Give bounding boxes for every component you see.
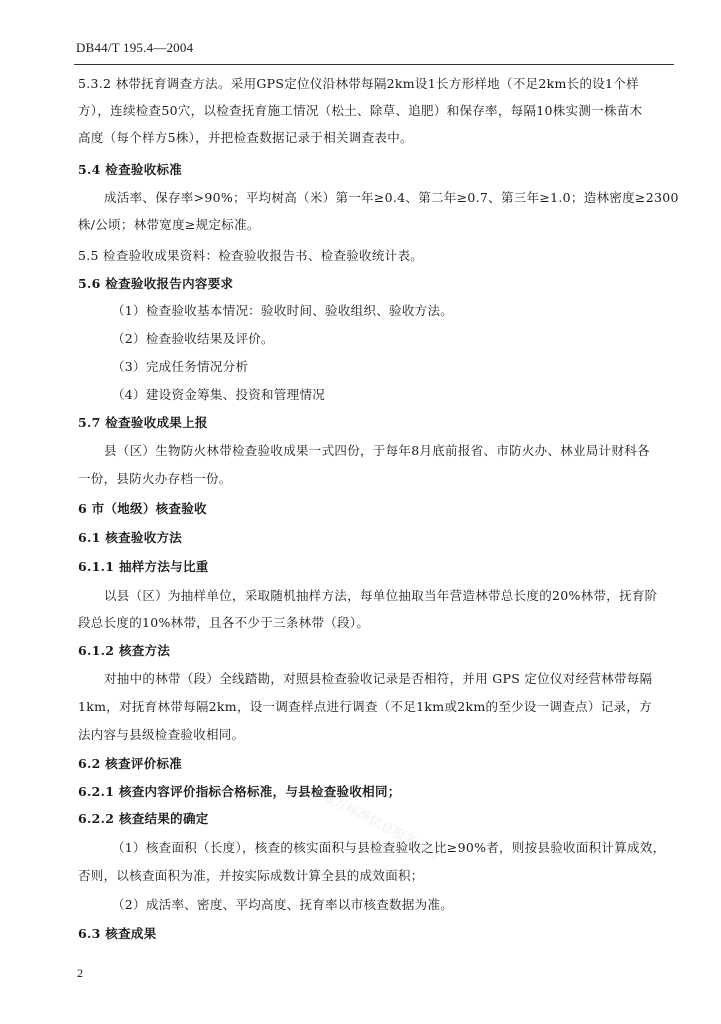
section-6-3-heading: 6.3 核查成果 [78,926,157,941]
section-6-2-2-line-3: （2）成活率、密度、平均高度、抚育率以市核查数据为准。 [112,897,454,912]
section-6-2-2-line-2: 否则，以核查面积为准，并按实际成数计算全县的成效面积； [78,868,424,883]
list-item-4: （4）建设资金筹集、投资和管理情况 [112,387,326,402]
list-item-1: （1）检查验收基本情况：验收时间、验收组织、验收方法。 [112,303,454,318]
section-6-1-1-line-1: 以县（区）为抽样单位，采取随机抽样方法，每单位抽取当年营造林带总长度的20%林带，抚育阶 [104,588,658,603]
list-item-3: （3）完成任务情况分析 [112,359,249,374]
clause-5-3-2-line-2: 方），连续检查50穴，以检查抚育施工情况（松土、除草、追肥）和保存率，每隔10株实测一株苗木 [78,103,643,118]
section-5-6-heading: 5.6 检查验收报告内容要求 [78,276,234,291]
section-6-1-2-line-1: 对抽中的林带（段）全线踏勘，对照县检查验收记录是否相符，并用 GPS 定位仪对经营林带每隔 [104,671,653,686]
section-5-5-line: 5.5 检查验收成果资料：检查验收报告书、检查验收统计表。 [78,248,424,263]
section-6-heading: 6 市（地级）核查验收 [78,501,207,516]
section-5-7-line-2: 一份，县防火办存档一份。 [78,471,232,486]
section-6-2-2-line-1: （1）核查面积（长度），核查的核实面积与县检查验收之比≥90%者，则按县验收面积计算成效， [112,840,666,855]
section-6-1-2-line-3: 法内容与县级检查验收相同。 [78,727,245,742]
section-6-1-2-line-2: 1km，对抚育林带每隔2km，设一调查样点进行调查（不足1km或2km的至少设一调查点）记录，方 [78,699,652,714]
section-5-7-heading: 5.7 检查验收成果上报 [78,415,208,430]
section-6-1-1-line-2: 段总长度的10%林带，且各不少于三条林带（段）。 [78,615,370,630]
section-6-2-1-line: 6.2.1 核查内容评价指标合格标准，与县检查验收相同； [78,784,401,799]
section-5-4-line-2: 株/公顷；林带宽度≥规定标准。 [78,217,260,232]
clause-5-3-2-line-3: 高度（每个样方5株），并把检查数据记录于相关调查表中。 [78,130,413,145]
section-6-1-heading: 6.1 核查验收方法 [78,530,183,545]
standard-code: DB44/T 195.4—2004 [76,40,194,55]
section-6-2-heading: 6.2 核查评价标准 [78,756,183,771]
page-number: 2 [77,966,83,980]
section-6-1-2-heading: 6.1.2 核查方法 [78,643,171,658]
section-5-4-line-1: 成活率、保存率>90%；平均树高（米）第一年≥0.4、第二年≥0.7、第三年≥1.0；造林密度≥2300 [104,190,679,205]
list-item-2: （2）检查验收结果及评价。 [112,331,274,346]
section-6-1-1-heading: 6.1.1 抽样方法与比重 [78,559,209,574]
clause-5-3-2-line-1: 5.3.2 林带抚育调查方法。采用GPS定位仪沿林带每隔2km设1长方形样地（不足2km长的设1个样 [78,76,639,91]
section-5-7-line-1: 县（区）生物防火林带检查验收成果一式四份，于每年8月底前报省、市防火办、林业局计财科各 [104,443,650,458]
section-5-4-heading: 5.4 检查验收标准 [78,162,183,177]
watermark: 地方标准信息服务平台 [319,788,442,863]
header-divider [74,64,674,65]
section-6-2-2-heading: 6.2.2 核查结果的确定 [78,811,209,826]
